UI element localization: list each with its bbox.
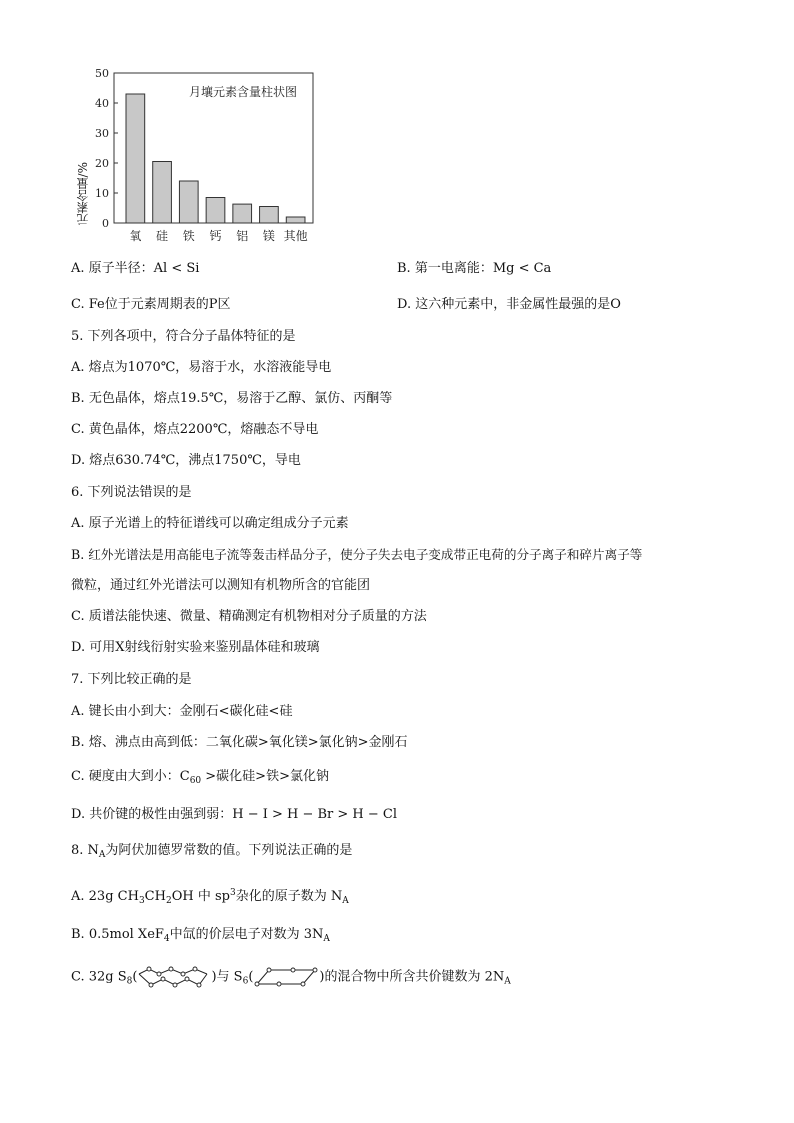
q5-option-c: C. 黄色晶体，熔点2200℃，熔融态不导电 bbox=[71, 422, 319, 437]
q4-option-c: C. Fe位于元素周期表的P区 bbox=[71, 297, 231, 312]
x-tick-label: 硅 bbox=[156, 229, 169, 243]
q4-option-b: B. 第一电离能：Mg < Ca bbox=[397, 261, 552, 276]
q6-stem: 6. 下列说法错误的是 bbox=[71, 485, 192, 500]
bar-3 bbox=[206, 198, 225, 224]
y-tick-label: 30 bbox=[95, 127, 109, 140]
chart-y-axis-label: 元素含量/% bbox=[76, 162, 90, 226]
chart-svg bbox=[68, 62, 318, 247]
bar-0 bbox=[126, 94, 145, 223]
x-tick-label: 其他 bbox=[283, 229, 308, 243]
s6-chair-molecule-icon bbox=[253, 966, 319, 988]
chart-title: 月壤元素含量柱状图 bbox=[188, 85, 298, 99]
q5-stem: 5. 下列各项中，符合分子晶体特征的是 bbox=[71, 329, 296, 344]
q6-option-b-line2: 微粒，通过红外光谱法可以测知有机物所含的官能团 bbox=[71, 578, 371, 593]
y-tick-label: 20 bbox=[95, 157, 109, 170]
q7-option-d: D. 共价键的极性由强到弱：H − I > H − Br > H − Cl bbox=[71, 807, 398, 822]
q5-option-b: B. 无色晶体，熔点19.5℃，易溶于乙醇、氯仿、丙酮等 bbox=[71, 391, 393, 406]
q4-option-d: D. 这六种元素中，非金属性最强的是O bbox=[397, 297, 621, 312]
q8-stem: 8. $N_A$为阿伏加德罗常数的值。下列说法正确的是 bbox=[71, 843, 353, 860]
q7-option-a: A. 键长由小到大：金刚石<碳化硅<硅 bbox=[71, 704, 293, 719]
y-tick-label: 0 bbox=[102, 217, 109, 230]
x-tick-label: 钙 bbox=[209, 229, 222, 243]
q6-option-d: D. 可用X射线衍射实验来鉴别晶体硅和玻璃 bbox=[71, 640, 320, 655]
q6-option-b-line1: B. 红外光谱法是用高能电子流等轰击样品分子，使分子失去电子变成带正电荷的分子离子和碎片离子等 bbox=[71, 547, 643, 562]
bar-2 bbox=[179, 181, 198, 223]
bar-6 bbox=[286, 217, 305, 223]
x-tick-label: 铁 bbox=[182, 229, 195, 243]
x-tick-label: 氧 bbox=[129, 229, 142, 243]
q7-stem: 7. 下列比较正确的是 bbox=[71, 672, 192, 687]
bar-1 bbox=[153, 162, 172, 224]
q5-option-a: A. 熔点为1070℃，易溶于水，水溶液能导电 bbox=[71, 360, 332, 375]
bar-5 bbox=[260, 207, 279, 224]
q6-option-a: A. 原子光谱上的特征谱线可以确定组成分子元素 bbox=[71, 516, 349, 531]
q6-option-c: C. 质谱法能快速、微量、精确测定有机物相对分子质量的方法 bbox=[71, 609, 427, 624]
q8-option-c: C. 32g $S_8$( )与 $S_6$( )的混合物中所含共价键数为 $2N_A$ bbox=[71, 966, 511, 991]
bar-4 bbox=[233, 204, 252, 223]
q5-option-d: D. 熔点630.74℃，沸点1750℃，导电 bbox=[71, 453, 301, 468]
q8-option-a: A. 23g $CH_3CH_2OH$ 中 $sp^3$杂化的原子数为 $N_A$ bbox=[71, 888, 349, 906]
q7-option-c: C. 硬度由大到小：$C_{60}$ >碳化硅>铁>氯化钠 bbox=[71, 769, 329, 786]
q7-option-b: B. 熔、沸点由高到低：二氧化碳>氧化镁>氯化钠>金刚石 bbox=[71, 735, 408, 750]
x-tick-label: 铝 bbox=[236, 229, 249, 243]
y-tick-label: 50 bbox=[95, 67, 109, 80]
q4-option-a: A. 原子半径：Al < Si bbox=[71, 261, 200, 276]
q8-option-b: B. 0.5mol XeF$_4$中氙的价层电子对数为 $3N_A$ bbox=[71, 927, 330, 944]
bar-chart bbox=[68, 62, 318, 247]
y-tick-label: 40 bbox=[95, 97, 109, 110]
x-tick-label: 镁 bbox=[262, 229, 275, 243]
y-tick-label: 10 bbox=[95, 187, 109, 200]
s8-crown-molecule-icon bbox=[137, 966, 211, 988]
